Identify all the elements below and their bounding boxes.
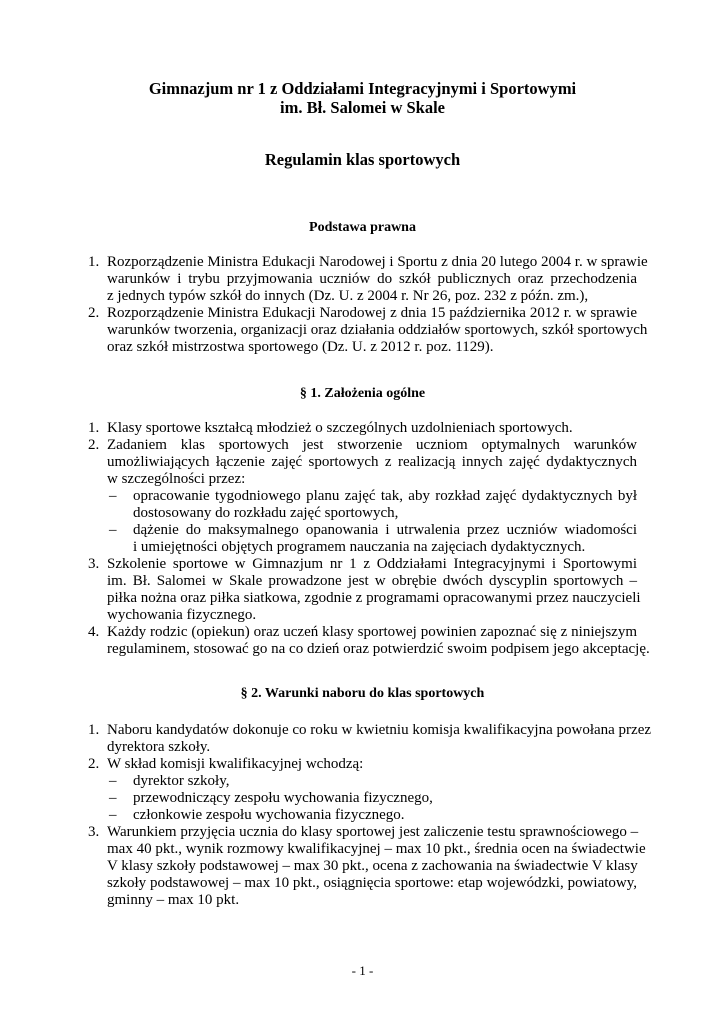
bullet-item [107, 773, 637, 790]
dash-marker: – [109, 488, 117, 504]
text-line: szkoły podstawowej – max 10 pkt., osiągnięcia sportowe: etap wojewódzki, powiatowy, [107, 875, 637, 891]
dash-marker: – [109, 773, 117, 789]
text-line: warunków i trybu przyjmowania uczniów do szkół publicznych oraz przechodzenia [107, 271, 637, 287]
text-line: Klasy sportowe kształcą młodzież o szczególnych uzdolnieniach sportowych. [107, 420, 573, 436]
list-item-number: 1. [88, 254, 100, 270]
text-line: przewodniczący zespołu wychowania fizycznego, [133, 790, 433, 806]
bullet-item [107, 522, 637, 556]
section-heading-2: § 2. Warunki naboru do klas sportowych [240, 686, 485, 701]
text-line: Warunkiem przyjęcia ucznia do klasy sportowej jest zaliczenie testu sprawnościowego – [107, 824, 639, 840]
list-item [88, 305, 648, 356]
list-item [88, 624, 650, 658]
list-item [88, 756, 637, 824]
section-list [88, 722, 652, 909]
school-name [0, 79, 725, 117]
text-line: Rozporządzenie Ministra Edukacji Narodowej i Sportu z dnia 20 lutego 2004 r. w sprawie [107, 254, 648, 270]
bullet-item [107, 488, 637, 522]
list-item-number: 4. [88, 624, 100, 640]
text-line: Rozporządzenie Ministra Edukacji Narodowej z dnia 15 października 2012 r. w sprawie [107, 305, 637, 321]
text-line: i umiejętności objętych programem nauczania na zajęciach dydaktycznych. [133, 539, 586, 555]
section-heading-1: § 1. Założenia ogólne [299, 386, 426, 401]
text-line: V klasy szkoły podstawowej – max 30 pkt., ocena z zachowania na świadectwie V klasy [107, 858, 638, 874]
list-item-number: 2. [88, 437, 100, 453]
text-line: w szczególności przez: [107, 471, 246, 487]
dash-marker: – [109, 522, 117, 538]
list-item-number: 2. [88, 756, 100, 772]
school-name-line2: im. Bł. Salomei w Skale [279, 98, 445, 117]
text-line: W skład komisji kwalifikacyjnej wchodzą: [107, 756, 364, 772]
section-list [88, 254, 648, 356]
list-item-number: 1. [88, 420, 100, 436]
list-item [88, 420, 637, 437]
section-heading-legal-basis: Podstawa prawna [309, 220, 416, 235]
bullet-item [107, 790, 637, 807]
text-line: z jednych typów szkół do innych (Dz. U. z 2004 r. Nr 26, poz. 232 z późn. zm.), [107, 288, 589, 304]
text-line: Zadaniem klas sportowych jest stworzenie uczniom optymalnych warunków [107, 437, 637, 453]
text-line: warunków tworzenia, organizacji oraz działania oddziałów sportowych, szkół sportowych [107, 322, 648, 338]
text-line: gminny – max 10 pkt. [107, 892, 240, 908]
text-line: dostosowany do rozkładu zajęć sportowych, [133, 505, 399, 521]
section-list [88, 420, 650, 658]
text-line: Każdy rodzic (opiekun) oraz uczeń klasy sportowej powinien zapoznać się z niniejszym [107, 624, 637, 640]
text-line: dyrektor szkoły, [133, 773, 230, 789]
list-item [88, 254, 648, 305]
page-number: - 1 - [351, 963, 374, 978]
school-name-line1: Gimnazjum nr 1 z Oddziałami Integracyjnymi i Sportowymi [148, 79, 577, 98]
text-line: max 40 pkt., wynik rozmowy kwalifikacyjnej – max 10 pkt., średnia ocen na świadectwie [107, 841, 646, 857]
list-item-number: 3. [88, 556, 100, 572]
document-title: Regulamin klas sportowych [264, 150, 461, 169]
list-item [88, 437, 637, 556]
text-line: dyrektora szkoły. [107, 739, 211, 755]
text-line: opracowanie tygodniowego planu zajęć tak, aby rozkład zajęć dydaktycznych był [133, 488, 637, 504]
text-line: oraz szkół mistrzostwa sportowego (Dz. U. z 2012 r. poz. 1129). [107, 339, 494, 355]
text-line: regulaminem, stosować go na co dzień oraz potwierdzić swoim podpisem jego akceptację. [107, 641, 650, 657]
list-item [88, 556, 641, 624]
text-line: Naboru kandydatów dokonuje co roku w kwietniu komisja kwalifikacyjna powołana przez [107, 722, 652, 738]
bullet-item [107, 807, 637, 824]
text-line: członkowie zespołu wychowania fizycznego. [133, 807, 405, 823]
list-item [88, 824, 646, 909]
dash-marker: – [109, 790, 117, 806]
text-line: dążenie do maksymalnego opanowania i utrwalenia przez uczniów wiadomości [133, 522, 637, 538]
text-line: umożliwiających łączenie zajęć sportowych z realizacją innych zajęć dydaktycznych [107, 454, 637, 470]
text-line: im. Bł. Salomei w Skale prowadzone jest w obrębie dwóch dyscyplin sportowych – [107, 573, 637, 589]
list-item-number: 3. [88, 824, 100, 840]
list-item-number: 2. [88, 305, 100, 321]
text-line: piłka nożna oraz piłka siatkowa, zgodnie z programami opracowanymi przez nauczycieli [107, 590, 641, 606]
list-item [88, 722, 652, 756]
dash-marker: – [109, 807, 117, 823]
list-item-number: 1. [88, 722, 100, 738]
text-line: wychowania fizycznego. [107, 607, 257, 623]
text-line: Szkolenie sportowe w Gimnazjum nr 1 z Oddziałami Integracyjnymi i Sportowymi [107, 556, 637, 572]
